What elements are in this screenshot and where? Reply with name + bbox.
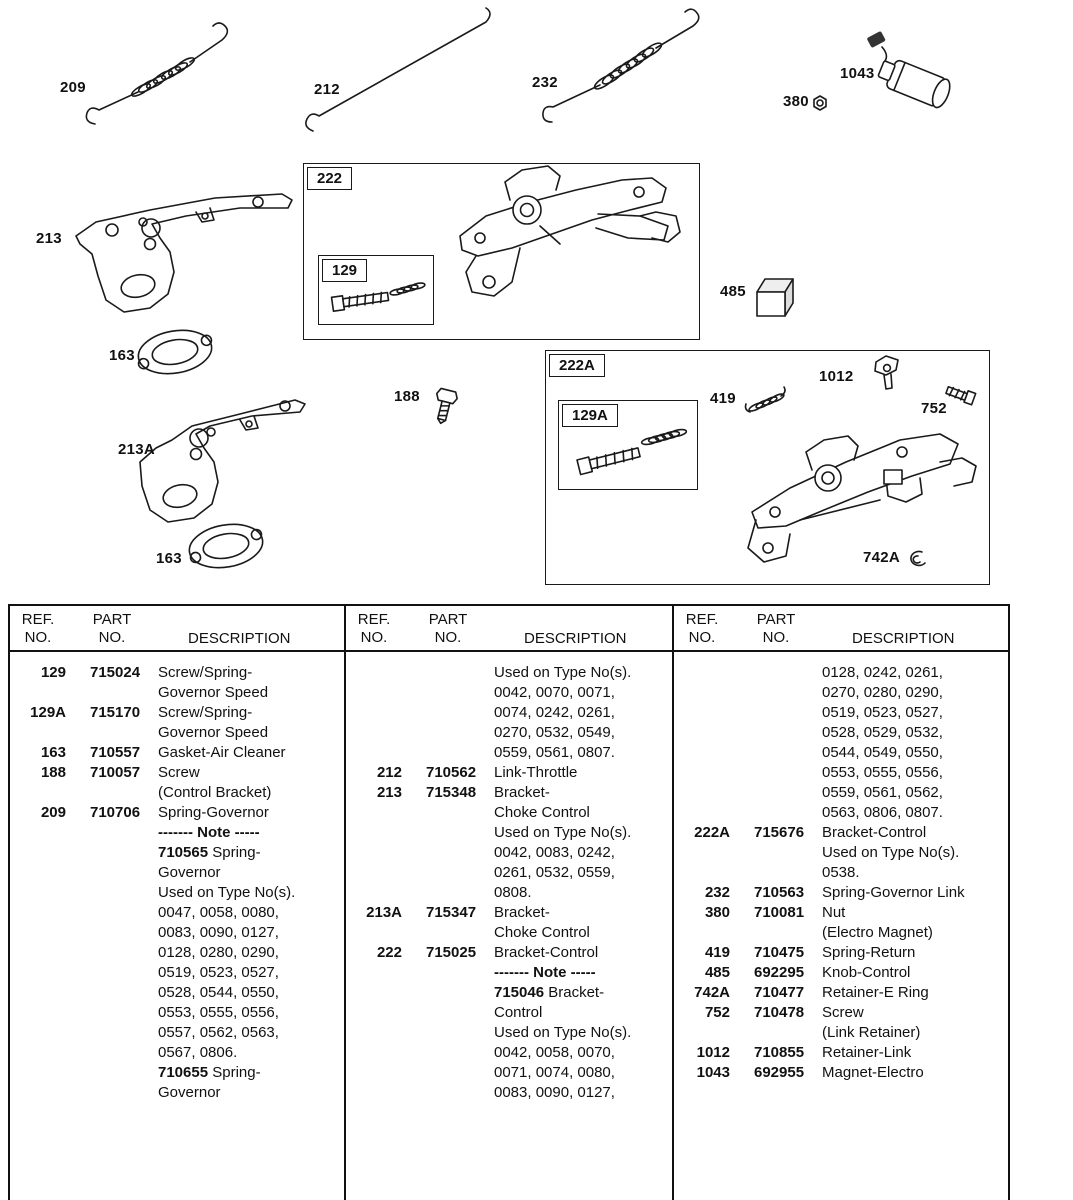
table-row	[346, 663, 672, 763]
table-row	[674, 1003, 1008, 1043]
group-box-129a	[558, 400, 698, 490]
part-no: 710478	[754, 1004, 805, 1021]
callout-232: 232	[532, 74, 558, 91]
table-row	[674, 1043, 1008, 1063]
part-no: 715347	[426, 904, 477, 921]
description: Nut (Electro Magnet)	[822, 904, 933, 941]
header-part-no: PART NO.	[756, 611, 796, 646]
description: Screw/Spring- Governor Speed	[158, 704, 269, 741]
header-description: DESCRIPTION	[524, 630, 627, 647]
part-no: 710475	[754, 944, 805, 961]
ref-no: 213A	[366, 904, 402, 921]
callout-213a: 213A	[118, 441, 156, 458]
description: 0128, 0242, 0261, 0270, 0280, 0290, 0519, 0523, 0527, 0528, 0529, 0532, 0544, 0549, 0550, 0553, 0555, 0556, 0559, 0561, 0562, 0563, 0806, 0807.	[822, 664, 943, 821]
table-row	[10, 803, 344, 1103]
header-description: DESCRIPTION	[852, 630, 955, 647]
ref-no: 213	[376, 784, 402, 801]
ref-no: 188	[40, 764, 66, 781]
part-no	[730, 663, 822, 823]
part-nut-380	[814, 96, 826, 110]
parts-rows-column-3	[674, 652, 1008, 1083]
callout-209: 209	[60, 79, 86, 96]
parts-rows-column-2	[346, 652, 672, 1103]
ref-no: 163	[40, 744, 66, 761]
part-no: 710557	[90, 744, 141, 761]
table-header	[346, 606, 672, 652]
part-link-212	[306, 8, 490, 131]
table-row	[674, 663, 1008, 823]
header-description: DESCRIPTION	[188, 630, 291, 647]
table-row	[346, 903, 672, 943]
description: Bracket-Control ------- Note ----- 715046 Bracket- Control Used on Type No(s). 0042, 0058, 0070, 0071, 0074, 0080, 0083, 0090, 0127,	[494, 944, 632, 1101]
description: Used on Type No(s). 0042, 0070, 0071, 0074, 0242, 0261, 0270, 0532, 0549, 0559, 0561, 0807.	[494, 664, 632, 761]
part-no: 715170	[90, 704, 141, 721]
part-no: 715024	[90, 664, 141, 681]
callout-163a: 163	[109, 347, 135, 364]
ref-no: 232	[704, 884, 730, 901]
part-gasket-163b	[186, 519, 266, 573]
part-no: 715025	[426, 944, 477, 961]
table-row	[674, 823, 1008, 883]
part-knob-485	[757, 279, 793, 316]
parts-rows-column-1	[10, 652, 344, 1103]
callout-163b: 163	[156, 550, 182, 567]
ref-no: 752	[704, 1004, 730, 1021]
description: Screw (Control Bracket)	[158, 764, 272, 801]
table-row	[346, 783, 672, 903]
parts-table-column-3	[674, 606, 1008, 1200]
callout-213: 213	[36, 230, 62, 247]
description: Bracket-Control Used on Type No(s). 0538.	[822, 824, 960, 881]
description: Spring-Governor Link	[822, 884, 965, 901]
part-no: 715676	[754, 824, 805, 841]
callout-752: 752	[921, 400, 947, 417]
part-no: 715348	[426, 784, 477, 801]
table-row	[346, 943, 672, 1103]
part-magnet-1043	[867, 31, 954, 110]
ref-no	[346, 663, 402, 763]
table-header	[10, 606, 344, 652]
description: Screw (Link Retainer)	[822, 1004, 921, 1041]
header-ref-no: REF. NO.	[357, 611, 391, 646]
table-header	[674, 606, 1008, 652]
part-bracket-213	[76, 194, 292, 312]
ref-no	[674, 663, 730, 823]
table-row	[674, 883, 1008, 903]
callout-212: 212	[314, 81, 340, 98]
callout-1012: 1012	[819, 368, 854, 385]
description: Spring-Governor ------- Note ----- 710565 Spring- Governor Used on Type No(s). 0047, 0058, 0080, 0083, 0090, 0127, 0128, 0280, 0290, 0519, 0523, 0527, 0528, 0544, 0550, 0553, 0555, 0556, 0557, 0562, 0563, 0567, 0806. 710655 Spring- Governor	[158, 804, 296, 1101]
ref-no: 212	[376, 764, 402, 781]
part-no: 710081	[754, 904, 805, 921]
description: Retainer-E Ring	[822, 984, 929, 1001]
group-box-222a-label: 222A	[549, 354, 605, 377]
table-row	[346, 763, 672, 783]
header-ref-no: REF. NO.	[685, 611, 719, 646]
ref-no: 1012	[696, 1044, 730, 1061]
callout-742a: 742A	[863, 549, 901, 566]
description: Spring-Return	[822, 944, 916, 961]
table-row	[674, 983, 1008, 1003]
table-row	[10, 743, 344, 763]
group-box-222-label: 222	[307, 167, 352, 190]
ref-no: 485	[704, 964, 730, 981]
ref-no: 1043	[696, 1064, 730, 1081]
ref-no: 129	[40, 664, 66, 681]
part-no: 710706	[90, 804, 141, 821]
part-no: 710563	[754, 884, 805, 901]
header-part-no: PART NO.	[428, 611, 468, 646]
part-no: 710477	[754, 984, 805, 1001]
parts-table-column-2	[346, 606, 674, 1200]
callout-485: 485	[720, 283, 746, 300]
ref-no: 742A	[694, 984, 730, 1001]
description: Screw/Spring- Governor Speed	[158, 664, 269, 701]
group-box-129-label: 129	[322, 259, 367, 282]
part-gasket-163a	[134, 325, 216, 380]
ref-no: 222	[376, 944, 402, 961]
callout-419: 419	[710, 390, 736, 407]
part-no	[402, 663, 494, 763]
callout-380: 380	[783, 93, 809, 110]
table-row	[10, 763, 344, 803]
part-no: 692955	[754, 1064, 805, 1081]
parts-table	[8, 604, 1010, 1200]
header-part-no: PART NO.	[92, 611, 132, 646]
header-ref-no: REF. NO.	[21, 611, 55, 646]
parts-table-column-1	[10, 606, 346, 1200]
description: Retainer-Link	[822, 1044, 912, 1061]
part-no: 710057	[90, 764, 141, 781]
callout-188: 188	[394, 388, 420, 405]
group-box-129a-label: 129A	[562, 404, 618, 427]
description: Bracket- Choke Control	[494, 904, 590, 941]
table-row	[674, 943, 1008, 963]
part-screw-188	[430, 388, 459, 426]
callout-1043: 1043	[840, 65, 875, 82]
description: Knob-Control	[822, 964, 911, 981]
description: Link-Throttle	[494, 764, 578, 781]
ref-no: 419	[704, 944, 730, 961]
ref-no: 222A	[694, 824, 730, 841]
table-row	[674, 1063, 1008, 1083]
table-row	[10, 703, 344, 743]
part-no: 710855	[754, 1044, 805, 1061]
ref-no: 380	[704, 904, 730, 921]
description: Magnet-Electro	[822, 1064, 924, 1081]
description: Gasket-Air Cleaner	[158, 744, 286, 761]
table-row	[674, 903, 1008, 943]
ref-no: 129A	[30, 704, 66, 721]
part-spring-232	[543, 9, 699, 122]
description: Bracket- Choke Control Used on Type No(s). 0042, 0083, 0242, 0261, 0532, 0559, 0808.	[494, 784, 632, 901]
group-box-129	[318, 255, 434, 325]
part-bracket-213a	[140, 400, 305, 522]
ref-no: 209	[40, 804, 66, 821]
table-row	[674, 963, 1008, 983]
part-no: 692295	[754, 964, 805, 981]
table-row	[10, 663, 344, 703]
part-no: 710562	[426, 764, 477, 781]
part-spring-209	[86, 23, 227, 124]
